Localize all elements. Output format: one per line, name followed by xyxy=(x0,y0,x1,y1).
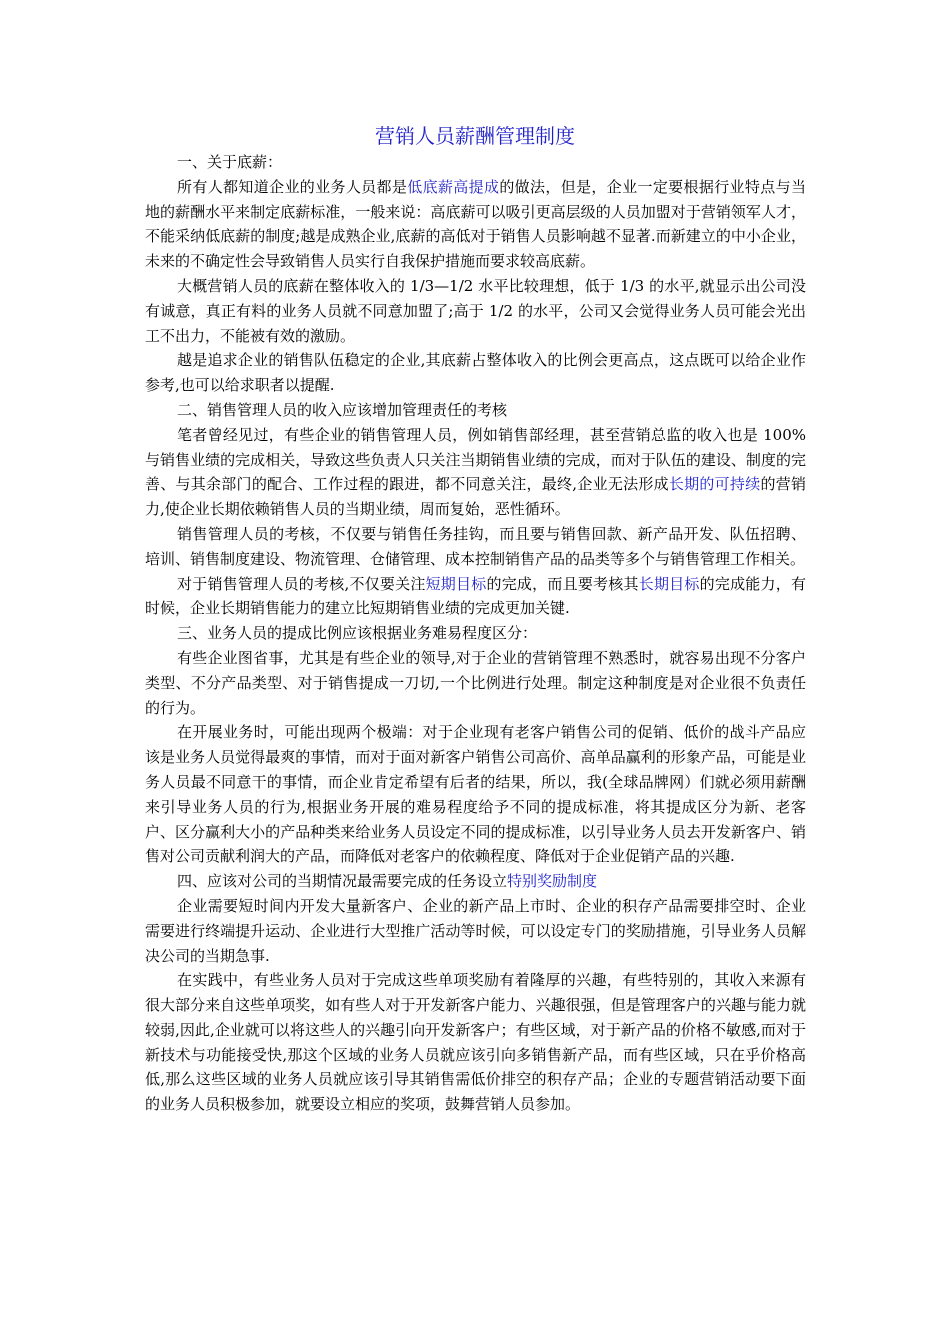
paragraph-text: 三、业务人员的提成比例应该根据业务难易程度区分： xyxy=(177,624,538,643)
section-heading xyxy=(145,150,806,175)
paragraph-text: 在实践中，有些业务人员对于完成这些单项奖励有着隆厚的兴趣，有些特别的，其收入来源有很大部分来自这些单项奖，如有些人对于开发新客户能力、兴趣很强，但是管理客户的兴趣与能力就较弱,因此,企业就可以将这些人的兴趣引向开发新客户；有些区域，对于新产品的价格不敏感,而对于新技术与功能接受快,那这个区域的业务人员就应该引向多销售新产品，而有些区域，只在乎价格高低,那么这些区域的业务人员就应该引导其销售需低价排空的积存产品；企业的专题营销活动要下面的业务人员积极参加，就要设立相应的奖项，鼓舞营销人员参加。 xyxy=(145,971,806,1114)
paragraph-text: 四、应该对公司的当期情况最需要完成的任务设立 xyxy=(177,872,508,891)
paragraph-text: 二、销售管理人员的收入应该增加管理责任的考核 xyxy=(177,400,508,419)
hyperlink[interactable]: 低底薪高提成 xyxy=(407,177,500,196)
paragraph-text: 有些企业图省事，尤其是有些企业的领导,对于企业的营销管理不熟悉时，就容易出现不分客户类型、不分产品类型、对于销售提成一刀切,一个比例进行处理。制定这种制度是对企业很不负责任的行为。 xyxy=(145,648,806,717)
body-paragraph xyxy=(145,894,806,968)
body-paragraph xyxy=(145,646,806,720)
hyperlink[interactable]: 长期的可持续 xyxy=(668,475,761,494)
body-paragraph xyxy=(145,175,806,274)
paragraph-text: 所有人都知道企业的业务人员都是 xyxy=(177,177,408,196)
body-paragraph xyxy=(145,274,806,348)
body-paragraph xyxy=(145,572,806,622)
body-paragraph xyxy=(145,522,806,572)
paragraph-text: 笔者曾经见过，有些企业的销售管理人员，例如销售部经理，甚至营销总监的收入也是 100%与销售业绩的完成相关，导致这些负责人只关注当期销售业绩的完成，而对于队伍的建设、制度的完善、与其余部门的配合、工作过程的跟进，都不同意关注，最终,企业无法形成 xyxy=(145,425,806,494)
hyperlink[interactable]: 长期目标 xyxy=(638,574,700,593)
paragraph-text: 的完成能力，有时候，企业长期销售能力的建立比短期销售业绩的完成更加关键. xyxy=(145,574,806,618)
paragraph-text: 的做法，但是，企业一定要根据行业特点与当地的薪酬水平来制定底薪标准，一般来说：高底薪可以吸引更高层级的人员加盟对于营销领军人才，不能采纳低底薪的制度;越是成熟企业,底薪的高低对于销售人员影响越不显著.而新建立的中小企业，未来的不确定性会导致销售人员实行自我保护措施而要求较高底薪。 xyxy=(145,177,806,271)
paragraph-text: 越是追求企业的销售队伍稳定的企业,其底薪占整体收入的比例会更高点，这点既可以给企业作参考,也可以给求职者以提醒. xyxy=(145,351,806,395)
section-heading xyxy=(145,869,806,894)
paragraph-text: 企业需要短时间内开发大量新客户、企业的新产品上市时、企业的积存产品需要排空时、企业需要进行终端提升运动、企业进行大型推广活动等时候，可以设定专门的奖励措施，引导业务人员解决公司的当期急事. xyxy=(145,896,806,965)
paragraph-text: 的营销力,使企业长期依赖销售人员的当期业绩，周而复始，恶性循环。 xyxy=(145,475,806,519)
paragraph-text: 在开展业务时，可能出现两个极端：对于企业现有老客户销售公司的促销、低价的战斗产品应该是业务人员觉得最爽的事情，而对于面对新客户销售公司高价、高单品赢利的形象产品，可能是业务人员最不同意干的事情，而企业肯定希望有后者的结果，所以，我(全球品牌网）们就必须用薪酬来引导业务人员的行为,根据业务开展的难易程度给予不同的提成标准，将其提成区分为新、老客户、区分赢利大小的产品种类来给业务人员设定不同的提成标准，以引导业务人员去开发新客户、销售对公司贡献利润大的产品，而降低对老客户的依赖程度、降低对于企业促销产品的兴趣. xyxy=(145,723,806,866)
body-paragraph xyxy=(145,968,806,1117)
paragraph-text: 对于销售管理人员的考核,不仅要关注 xyxy=(177,574,426,593)
body-paragraph xyxy=(145,423,806,522)
hyperlink[interactable]: 短期目标 xyxy=(425,574,487,593)
hyperlink[interactable]: 特别奖励制度 xyxy=(507,872,598,891)
document-body xyxy=(145,150,806,1117)
body-paragraph xyxy=(145,720,806,869)
section-heading xyxy=(145,621,806,646)
paragraph-text: 大概营销人员的底薪在整体收入的 1/3—1/2 水平比较理想，低于 1/3 的水平,就显示出公司没有诚意，真正有料的业务人员就不同意加盟了;高于 1/2 的水平，公司又会觉得业务人员可能会光出工不出力，不能被有效的激励。 xyxy=(145,276,806,345)
document-title: 营销人员薪酬管理制度 xyxy=(375,124,575,148)
paragraph-text: 一、关于底薪： xyxy=(177,153,283,171)
body-paragraph xyxy=(145,348,806,398)
paragraph-text: 销售管理人员的考核，不仅要与销售任务挂钩，而且要与销售回款、新产品开发、队伍招聘、培训、销售制度建设、物流管理、仓储管理、成本控制销售产品的品类等多个与销售管理工作相关。 xyxy=(145,524,806,568)
paragraph-text: 的完成，而且要考核其 xyxy=(486,574,639,593)
section-heading xyxy=(145,398,806,423)
